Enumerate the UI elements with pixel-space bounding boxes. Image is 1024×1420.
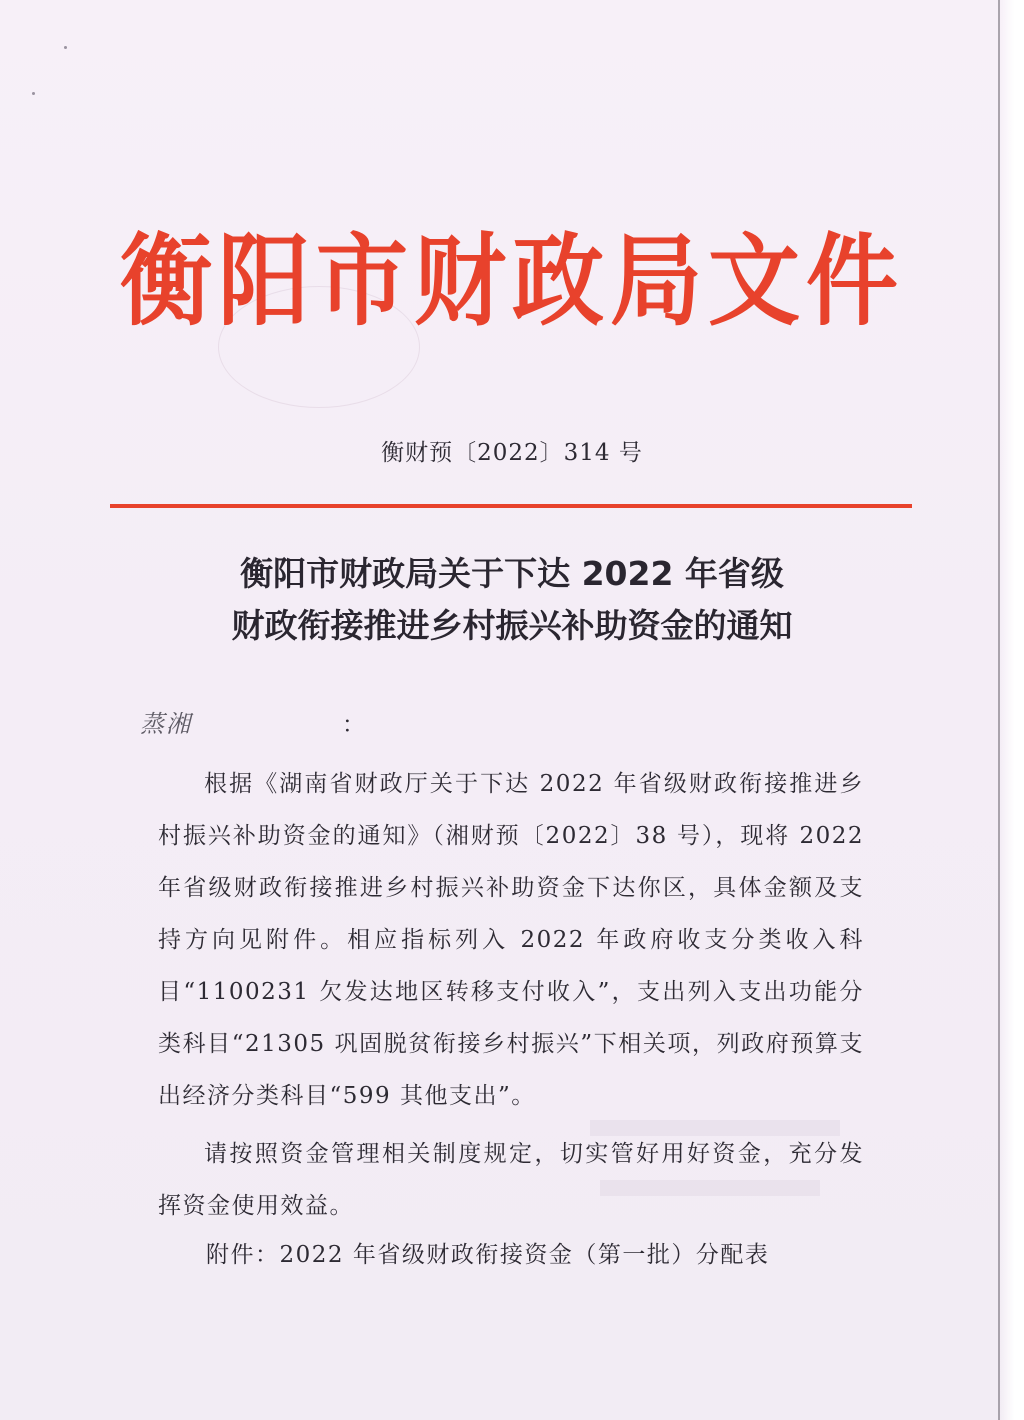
scan-edge-line [998,0,1000,1420]
salutation-colon: ： [342,712,365,738]
document-masthead: 衡阳市财政局文件 [120,223,905,340]
document-title [0,548,1024,652]
document-body [158,758,864,1232]
red-divider-line [110,504,912,508]
salutation [140,700,420,740]
scan-edge [1000,0,1024,1420]
handwritten-recipient: 蒸湘 [140,710,192,738]
title-line-2: 财政衔接推进乡村振兴补助资金的通知 [231,606,793,645]
body-paragraph-1: 根据《湖南省财政厅关于下达 2022 年省级财政衔接推进乡村振兴补助资金的通知》（湘财预〔2022〕38 号），现将 2022 年省级财政衔接推进乡村振兴补助资金下达你区，具体金额及支持方向见附件。相应指标列入 2022 年政府收支分类收入科目“1100231 欠发达地区转移支付收入”，支出列入支出功能分类科目“21305 巩固脱贫衔接乡村振兴”下相关项，列政府预算支出经济分类科目“599 其他支出”。 [158,771,864,1109]
document-number: 衡财预〔2022〕314 号 [381,440,643,466]
attachment-line: 附件：2022 年省级财政衔接资金（第一批）分配表 [206,1242,770,1268]
body-paragraph-2: 请按照资金管理相关制度规定，切实管好用好资金，充分发挥资金使用效益。 [158,1141,864,1219]
title-line-1: 衡阳市财政局关于下达 2022 年省级 [240,554,784,593]
scan-speck [64,46,67,49]
scan-speck [32,92,35,95]
